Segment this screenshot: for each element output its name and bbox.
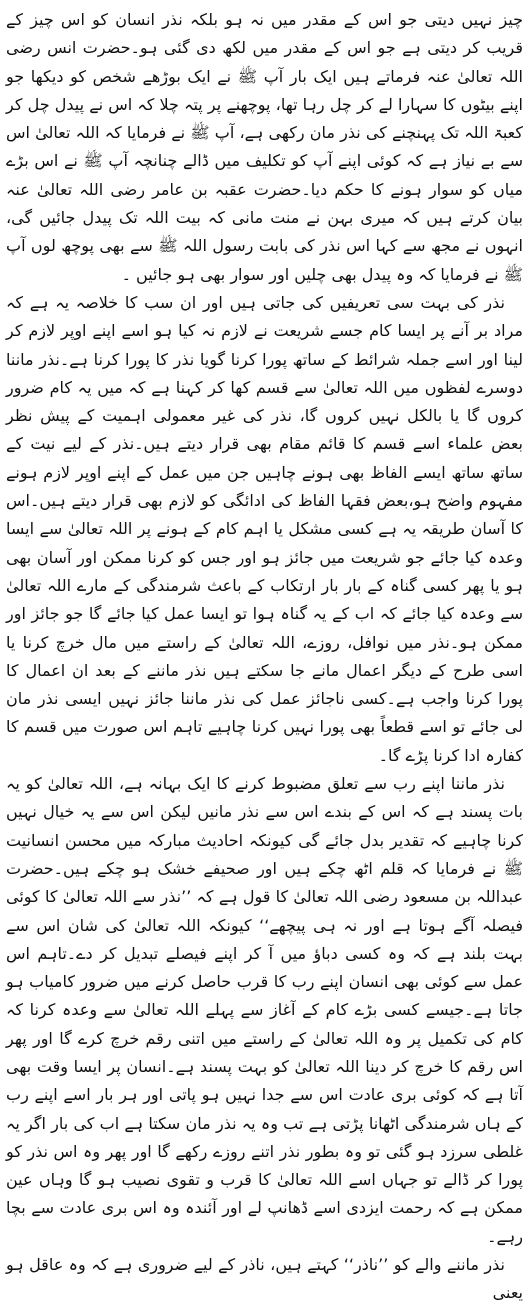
paragraph-nazr-and-closeness-to-god: نذر ماننا اپنے رب سے تعلق مضبوط کرنے کا ایک بہانہ ہے، اللہ تعالیٰ کو یہ بات پسند ہے کہ اس کے بندے اس سے نذر مانیں لیکن اس سے یہ خیال نہیں کرنا چاہیے کہ تقدیر بدل جائے گی کیونکہ احادیث مبارکہ میں محسن انسانیت ﷺ نے فرمایا کہ قلم اٹھ چکے ہیں اور صحیفے خشک ہو چکے ہیں۔حضرت عبداللہ بن مسعود رضی اللہ تعالیٰ کا قول ہے کہ ’’نذر سے اللہ تعالیٰ کا کوئی فیصلہ آگے ہوتا ہے اور نہ ہی پیچھے‘‘ کیونکہ اللہ تعالیٰ کی شان اس سے بہت بلند ہے کہ وہ کسی دباؤ میں آ کر اپنے فیصلے تبدیل کر دے۔تاہم اس عمل سے کوئی بھی انسان اپنے رب کا قرب حاصل کرنے میں ضرور کامیاب ہو جاتا ہے۔جیسے کسی بڑے کام کے آغاز سے پہلے اللہ تعالیٰ سے وعدہ کرنا کہ کام کی تکمیل پر وہ اللہ تعالیٰ کے راستے میں اتنی رقم خرچ کرے گا اور پھر اس رقم کا خرچ کر دینا اللہ تعالیٰ کو بہت پسند ہے۔انسان پر ایسا وقت بھی آتا ہے کہ کوئی بری عادت اس سے جدا نہیں ہو پاتی اور ہر بار اسے اپنے رب کے ہاں شرمندگی اٹھانا پڑتی ہے تب وہ یہ نذر مان سکتا ہے اب کی بار اگر یہ غلطی سرزد ہو گئی تو وہ بطور نذر اتنے روزے رکھے گا اور پھر وہ اس نذر کو پورا کر ڈالے تو جہاں اسے اللہ تعالیٰ کا قرب و تقوی نصیب ہو گا وہاں عین ممکن ہے کہ رحمت ایزدی اسے ڈھانپ لے اور آئندہ وہ اس بری عادت سے بچا رہے۔ [6,774,523,1246]
paragraph-nazir: نذر ماننے والے کو ’’ناذر‘‘ کہتے ہیں، ناذر کے لیے ضروری ہے کہ وہ عاقل ہو یعنی [6,1255,523,1303]
paragraph-definition-of-nazr: نذر کی بہت سی تعریفیں کی جاتی ہیں اور ان سب کا خلاصہ یہ ہے کہ مراد بر آنے پر ایسا کام جسے شریعت نے لازم نہ کیا ہو اسے اپنے اوپر لازم کر لینا اور اسے جملہ شرائط کے ساتھ پورا کرنا گویا نذر کا پورا کرنا ہے۔نذر ماننا دوسرے لفظوں میں اللہ تعالیٰ سے قسم کھا کر کہنا ہے کہ میں یہ کام ضرور کروں گا یا بالکل نہیں کروں گا، نذر کی غیر معمولی اہمیت کے پیش نظر بعض علماء اسے قسم کا قائم مقام بھی قرار دیتے ہیں۔نذر کے لیے نیت کے ساتھ ساتھ ایسے الفاظ بھی ہونے چاہیں جن میں عمل کے اپنے اوپر لازم ہونے مفہوم واضح ہو،بعض فقہا الفاظ کی ادائگی کو لازم بھی قرار دیتے ہیں۔اس کا آسان طریقہ یہ ہے کسی مشکل یا اہم کام کے ہونے پر اللہ تعالیٰ سے ایسا وعدہ کیا جائے جو شریعت میں جائز ہو اور جس کو کرنا ممکن اور آسان بھی ہو یا پھر کسی گناہ کے بار بار ارتکاب کے باعث شرمندگی کے مارے اللہ تعالیٰ سے وعدہ کیا جائے کہ اب کے یہ گناہ ہوا تو ایسا عمل کیا جائے گا جو جائز اور ممکن ہو۔نذر میں نوافل، روزے، اللہ تعالیٰ کے راستے میں مال خرچ کرنا یا اسی طرح کے دیگر اعمال مانے جا سکتے ہیں نذر ماننے کے بعد ان اعمال کا پورا کرنا واجب ہے۔کسی ناجائز عمل کی نذر ماننا جائز نہیں ایسی نذر مان لی جائے تو اسے قطعاً بھی پورا نہیں کرنا چاہیے تاہم اس صورت میں قسم کا کفارہ ادا کرنا پڑے گا۔ [6,292,523,765]
urdu-text-page [6,6,523,1303]
paragraph-continuation: چیز نہیں دیتی جو اس کے مقدر میں نہ ہو بلکہ نذر انسان کو اس چیز کے قریب کر دیتی ہے جو اس کے مقدر میں لکھ دی گئی ہو۔حضرت انس رضی اللہ تعالیٰ عنہ فرماتے ہیں ایک بار آپ ﷺ نے ایک بوڑھے شخص کو دیکھا جو اپنے بیٹوں کا سہارا لے کر چل رہا تھا، پوچھنے پر پتہ چلا کہ اس نے پیدل چل کر کعبۃ اللہ تک پہنچنے کی نذر مان رکھی ہے، آپ ﷺ نے فرمایا کہ اللہ تعالیٰ اس سے بے نیاز ہے کہ کوئی اپنے آپ کو تکلیف میں ڈالے چنانچہ آپ ﷺ نے اس بڑے میاں کو سوار ہونے کا حکم دیا۔حضرت عقبہ بن عامر رضی اللہ تعالیٰ عنہ بیان کرتے ہیں کہ میری بہن نے منت مانی کہ بیت اللہ تک پیدل جائیں گی، انہوں نے مجھ سے کہا اس نذر کی بابت رسول اللہ ﷺ سے بھی پوچھ لوں آپ ﷺ نے فرمایا کہ وہ پیدل بھی چلیں اور سوار بھی ہو جائیں ۔ [6,10,523,284]
